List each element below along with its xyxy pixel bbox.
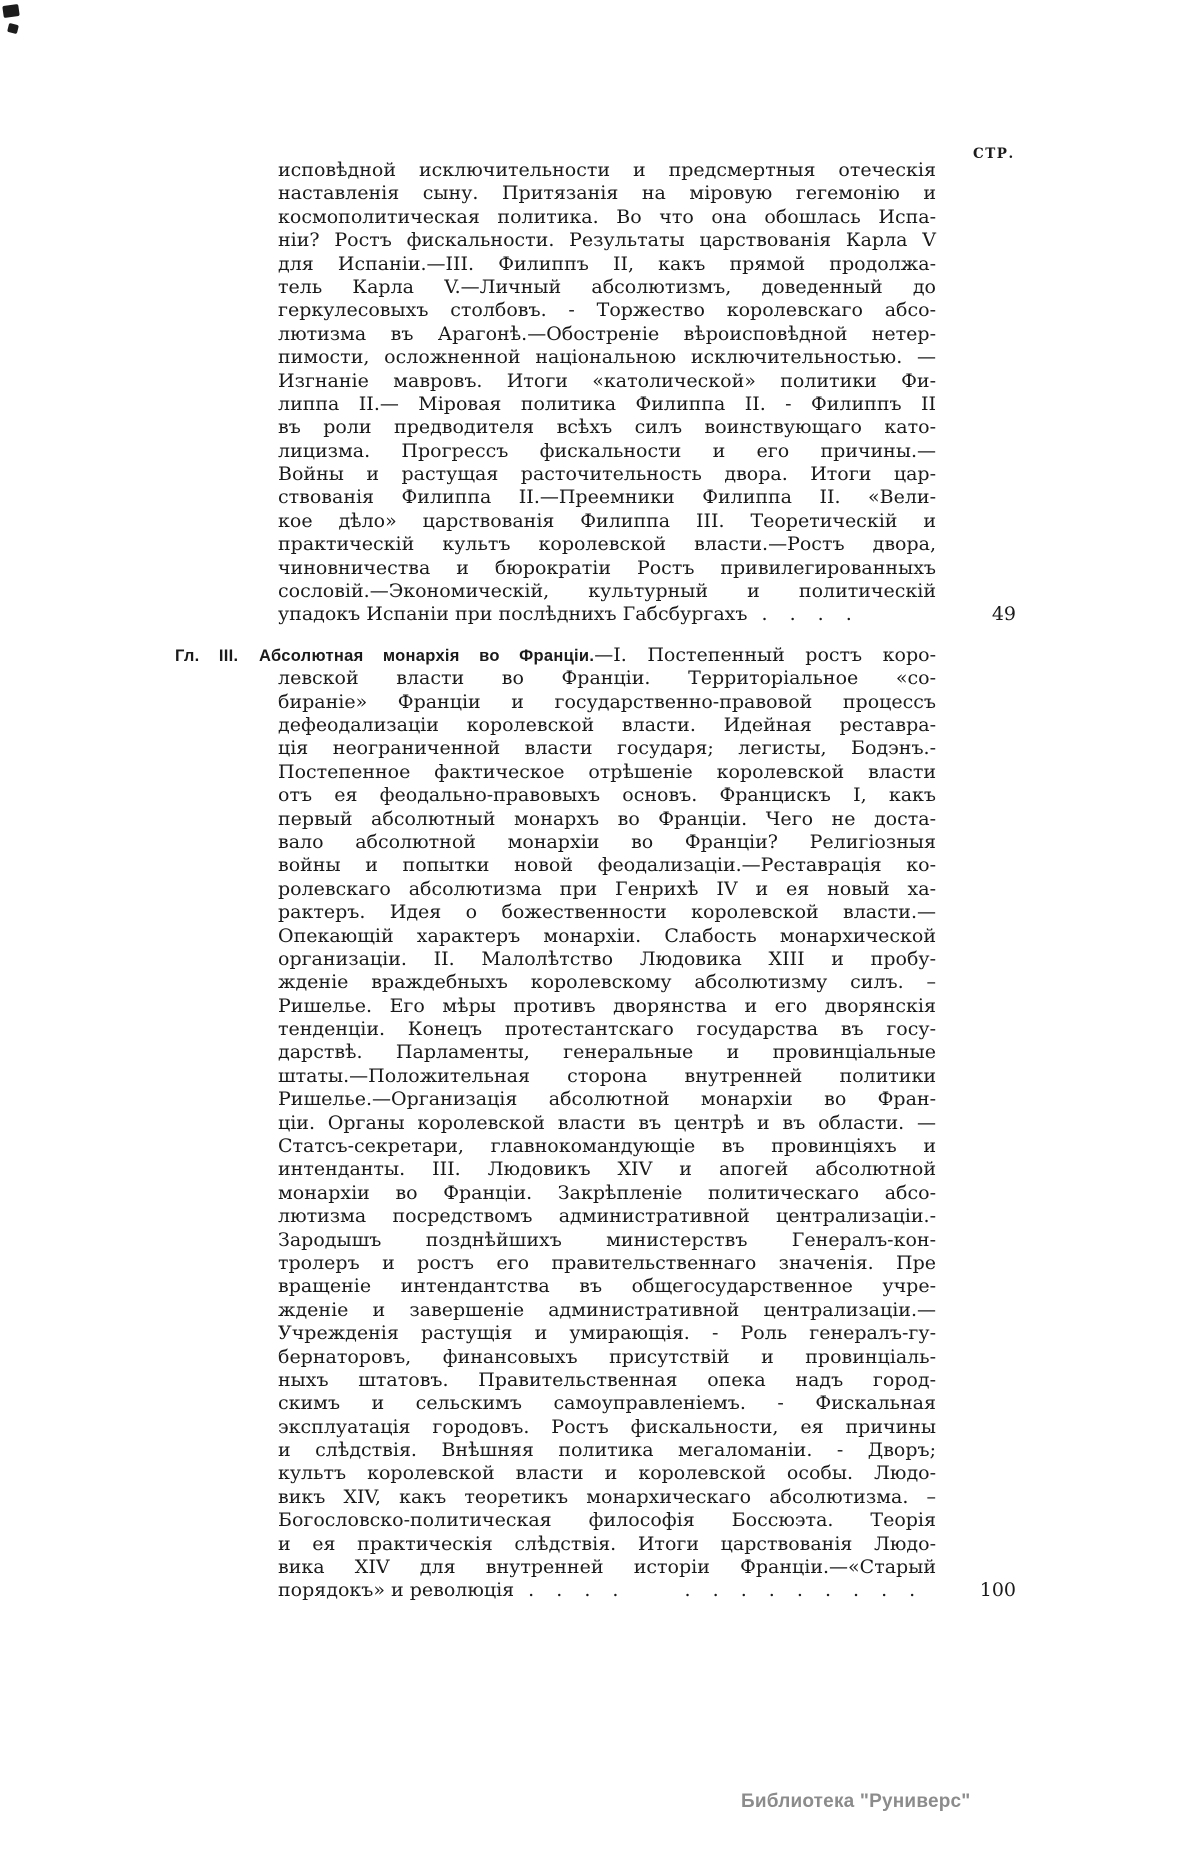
toc-line: ціи. Органы королевской власти въ центрѣ и въ области. —: [278, 1111, 936, 1134]
toc-line: отъ ея феодально-правовыхъ основъ. Францискъ I, какъ: [278, 784, 936, 807]
toc-line: Опекающій характеръ монархіи. Слабость монархической: [278, 924, 936, 947]
toc-line: липпа II.— Міровая политика Филиппа II. - Филиппъ II: [278, 392, 936, 415]
scan-artifact: [7, 23, 19, 34]
toc-line: ствованія Филиппа II.—Преемники Филиппа II. «Вели-: [278, 486, 936, 509]
toc-line: интенданты. III. Людовикъ XIV и апогей абсолютной: [278, 1158, 936, 1181]
toc-line: Постепенное фактическое отрѣшеніе королевской власти: [278, 760, 936, 783]
toc-line: бираніе» Франціи и государственно-правовой процессъ: [278, 690, 936, 713]
toc-line: въ роли предводителя всѣхъ силъ воинствующаго като-: [278, 416, 936, 439]
scan-artifact: [2, 4, 20, 18]
toc-line: и слѣдствія. Внѣшняя политика мегаломаніи. - Дворъ;: [278, 1439, 936, 1462]
page-number: 100: [979, 1579, 1016, 1602]
toc-line: Зародышъ позднѣйшихъ министерствъ Генералъ-кон-: [278, 1228, 936, 1251]
toc-line: Ришелье. Его мѣры противъ дворянства и его дворянскія: [278, 994, 936, 1017]
toc-entries: [175, 159, 1016, 1603]
toc-line: [175, 644, 936, 667]
page-column-header: СТР.: [973, 146, 1015, 162]
toc-line: Богословско-политическая философія Боссюэта. Теорія: [278, 1509, 936, 1532]
toc-line: пимости, осложненной національною исключительностью. —: [278, 346, 936, 369]
chapter-label: Гл. III.: [175, 646, 239, 665]
toc-line: Изгнаніе мавровъ. Итоги «католической» политики Фи-: [278, 369, 936, 392]
chapter-title: Абсолютная монархія во Франціи.: [258, 646, 595, 665]
toc-line: организаціи. II. Малолѣтство Людовика XIII и пробу-: [278, 947, 936, 970]
toc-line: бернаторовъ, финансовыхъ присутствій и провинціаль-: [278, 1345, 936, 1368]
toc-line: ніи? Ростъ фискальности. Результаты царствованія Карла V: [278, 229, 936, 252]
toc-line-text: упадокъ Испаніи при послѣднихъ Габсбургахъ: [278, 603, 748, 626]
toc-line: дефеодализаціи королевской власти. Идейная реставра-: [278, 713, 936, 736]
toc-line: эксплуатація городовъ. Ростъ фискальности, ея причины: [278, 1415, 936, 1438]
toc-line: практическій культъ королевской власти.—Ростъ двора,: [278, 533, 936, 556]
toc-line: лицизма. Прогрессъ фискальности и его причины.—: [278, 439, 936, 462]
toc-line: ролевскаго абсолютизма при Генрихѣ IV и ея новый ха-: [278, 877, 936, 900]
toc-line: культъ королевской власти и королевской особы. Людо-: [278, 1462, 936, 1485]
toc-line: ныхъ штатовъ. Правительственная опека надъ город-: [278, 1368, 936, 1391]
toc-line: исповѣдной исключительности и предсмертныя отеческія: [278, 159, 936, 181]
toc-line: и ея практическія слѣдствія. Итоги царствованія Людо-: [278, 1532, 936, 1555]
toc-line: войны и попытки новой феодализаціи.—Реставрація ко-: [278, 854, 936, 877]
toc-line: тель Карла V.—Личный абсолютизмъ, доведенный до: [278, 275, 936, 298]
toc-line: сословій.—Экономическій, культурный и политическій: [278, 580, 936, 603]
toc-line: Ришелье.—Организація абсолютной монархіи во Фран-: [278, 1088, 936, 1111]
toc-line: дарствѣ. Парламенты, генеральные и провинціальные: [278, 1041, 936, 1064]
toc-line: [278, 603, 1016, 626]
toc-line: лютизма посредствомъ административной централизаціи.-: [278, 1205, 936, 1228]
toc-line: для Испаніи.—III. Филиппъ II, какъ прямой продолжа-: [278, 252, 936, 275]
dot-leader: . . . .: [761, 603, 852, 626]
toc-entry: [278, 159, 1016, 627]
toc-line: геркулесовыхъ столбовъ. - Торжество королевскаго абсо-: [278, 299, 936, 322]
dot-leader: . . . . . . . . . . . . .: [528, 1579, 916, 1602]
toc-line-text: порядокъ» и революція: [278, 1579, 515, 1602]
toc-line: лютизма въ Арагонѣ.—Обостреніе вѣроисповѣдной нетер-: [278, 322, 936, 345]
toc-entry: [175, 643, 1016, 1603]
toc-line: кое дѣло» царствованія Филиппа III. Теоретическій и: [278, 509, 936, 532]
toc-line: [278, 1579, 1016, 1602]
toc-line: штаты.—Положительная сторона внутренней политики: [278, 1064, 936, 1087]
toc-line: рактеръ. Идея о божественности королевской власти.—: [278, 901, 936, 924]
toc-line: вало абсолютной монархіи во Франціи? Религіозныя: [278, 830, 936, 853]
toc-line: вика XIV для внутренней исторіи Франціи.—«Старый: [278, 1556, 936, 1579]
toc-line: Учрежденія растущія и умирающія. - Роль генералъ-гу-: [278, 1322, 936, 1345]
watermark: Библиотека "Руниверс": [741, 1791, 971, 1812]
toc-line: космополитическая политика. Во что она обошлась Испа-: [278, 205, 936, 228]
toc-line-text: —I. Постепенный ростъ коро-: [594, 643, 937, 666]
toc-line: вращеніе интендантства въ общегосударственное учре-: [278, 1275, 936, 1298]
toc-line: жденіе враждебныхъ королевскому абсолютизму силъ. –: [278, 971, 936, 994]
toc-line: ція неограниченной власти государя; легисты, Бодэнъ.-: [278, 737, 936, 760]
toc-line: левской власти во Франціи. Территоріальное «со-: [278, 667, 936, 690]
toc-line: Войны и растущая расточительность двора. Итоги цар-: [278, 463, 936, 486]
toc-line: скимъ и сельскимъ самоуправленіемъ. - Фискальная: [278, 1392, 936, 1415]
toc-line: наставленія сыну. Притязанія на міровую гегемонію и: [278, 182, 936, 205]
toc-line: викъ XIV, какъ теоретикъ монархическаго абсолютизма. –: [278, 1485, 936, 1508]
page-number: 49: [991, 603, 1016, 626]
toc-line: монархіи во Франціи. Закрѣпленіе политическаго абсо-: [278, 1181, 936, 1204]
toc-line: Статсъ-секретари, главнокомандующіе въ провинціяхъ и: [278, 1135, 936, 1158]
toc-line: жденіе и завершеніе административной централизаціи.—: [278, 1298, 936, 1321]
toc-line: тролеръ и ростъ его правительственнаго значенія. Пре: [278, 1251, 936, 1274]
toc-line: чиновничества и бюрократіи Ростъ привилегированныхъ: [278, 556, 936, 579]
toc-line: тенденціи. Конецъ протестантскаго государства въ госу-: [278, 1018, 936, 1041]
toc-line: первый абсолютный монархъ во Франціи. Чего не доста-: [278, 807, 936, 830]
